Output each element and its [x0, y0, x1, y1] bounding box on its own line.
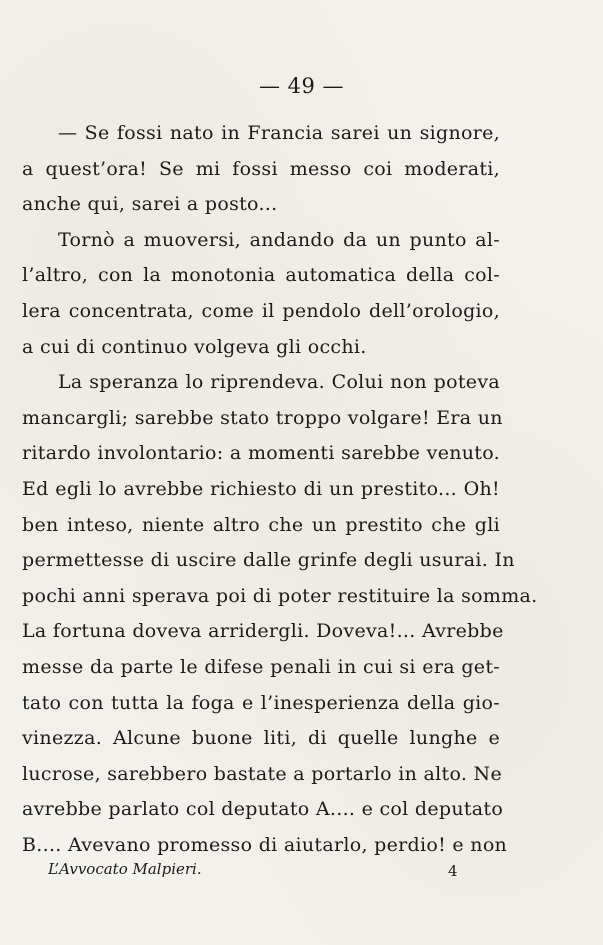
- paragraph-2: [22, 223, 500, 365]
- text-line: pochi anni sperava poi di poter restituire la somma.: [22, 584, 538, 607]
- text-line: a quest’ora! Se mi fossi messo coi moderati,: [22, 157, 500, 180]
- paragraph-3: [22, 365, 538, 863]
- text-line: Tornò a muoversi, andando da un punto al-: [58, 228, 500, 251]
- text-line: a cui di continuo volgeva gli occhi.: [22, 335, 367, 358]
- text-line: vinezza. Alcune buone liti, di quelle lunghe e: [22, 727, 500, 750]
- text-line: anche qui, sarei a posto...: [22, 193, 278, 216]
- text-line: ben inteso, niente altro che un prestito che gli: [22, 513, 500, 536]
- text-line: mancargli; sarebbe stato troppo volgare! Era un: [22, 406, 503, 429]
- text-line: l’altro, con la monotonia automatica della col-: [22, 264, 500, 287]
- text-line: Ed egli lo avrebbe richiesto di un prestito... Oh!: [22, 477, 500, 500]
- text-line: La speranza lo riprendeva. Colui non poteva: [58, 371, 500, 394]
- text-line: ritardo involontario: a momenti sarebbe venuto.: [22, 442, 500, 465]
- paragraph-1: [22, 116, 500, 223]
- text-line: — Se fossi nato in Francia sarei un signore,: [58, 122, 500, 144]
- body-text: [22, 116, 538, 863]
- text-line: permettesse di uscire dalle grinfe degli usurai. In: [22, 549, 515, 572]
- page-footer: [48, 860, 468, 878]
- text-line: messe da parte le difese penali in cui si era get-: [22, 655, 500, 678]
- text-line: tato con tutta la foga e l’inesperienza della gio-: [22, 691, 500, 714]
- text-line: lera concentrata, come il pendolo dell’orologio,: [22, 299, 500, 322]
- page-number: — 49 —: [258, 74, 345, 98]
- text-line: La fortuna doveva arridergli. Doveva!... Avrebbe: [22, 620, 504, 643]
- book-title: L’Avvocato Malpieri.: [48, 860, 202, 878]
- text-line: lucrose, sarebbero bastate a portarlo in alto. Ne: [22, 762, 503, 785]
- signature-mark: 4: [448, 862, 458, 880]
- text-line: avrebbe parlato col deputato A.... e col deputato: [22, 798, 504, 821]
- text-line: B.... Avevano promesso di aiutarlo, perdio! e non: [22, 833, 508, 856]
